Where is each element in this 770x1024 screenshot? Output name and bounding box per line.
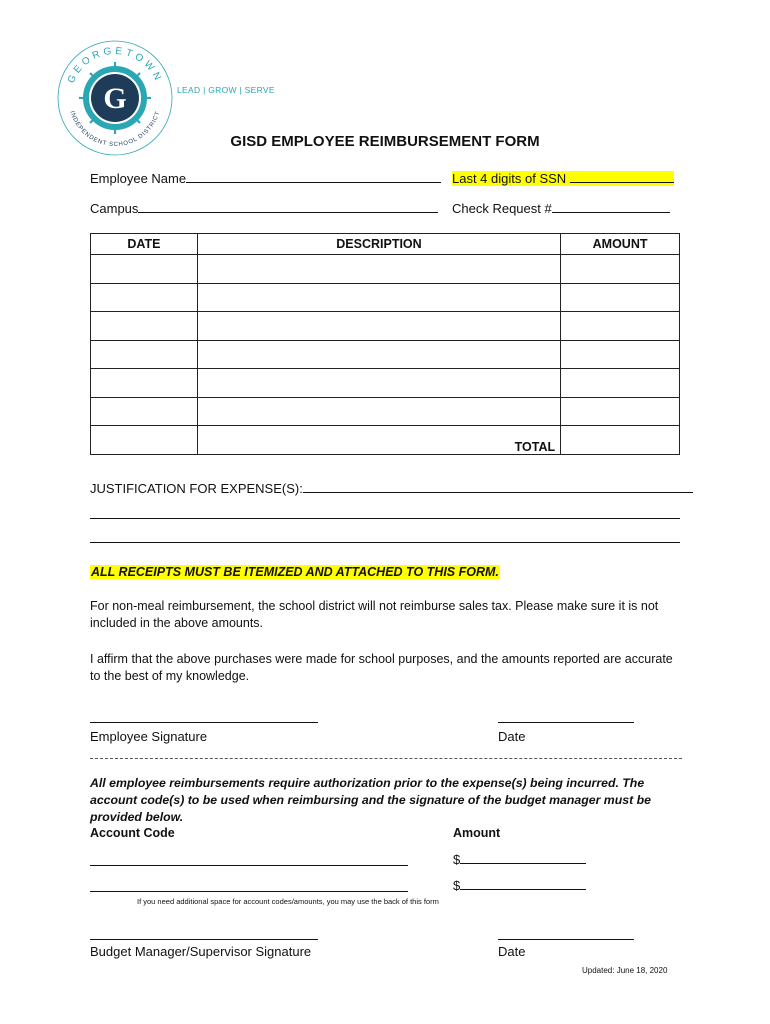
date-cell[interactable] — [91, 255, 198, 284]
amount-cell[interactable] — [561, 255, 680, 284]
campus-line[interactable] — [138, 212, 438, 213]
check-request-field[interactable] — [452, 201, 670, 216]
receipts-notice: ALL RECEIPTS MUST BE ITEMIZED AND ATTACHED TO THIS FORM. — [91, 565, 499, 579]
amount-line-2[interactable] — [460, 889, 586, 890]
description-cell[interactable] — [197, 369, 560, 398]
amount-label: Amount — [453, 826, 501, 840]
table-row[interactable] — [91, 255, 680, 284]
justification-field[interactable] — [90, 481, 693, 496]
justification-label: JUSTIFICATION FOR EXPENSE(S): — [90, 481, 303, 496]
account-code-line-2[interactable] — [90, 891, 408, 892]
date-cell[interactable] — [91, 283, 198, 312]
description-cell[interactable] — [197, 397, 560, 426]
tagline: LEAD | GROW | SERVE — [177, 85, 275, 95]
justification-line[interactable] — [303, 492, 693, 493]
employee-date-label: Date — [498, 729, 526, 744]
description-cell[interactable] — [197, 255, 560, 284]
dollar-sign: $ — [453, 852, 461, 867]
expense-table — [90, 233, 680, 455]
table-row[interactable] — [91, 340, 680, 369]
table-row[interactable] — [91, 312, 680, 341]
date-cell[interactable] — [91, 397, 198, 426]
amount-cell[interactable] — [561, 312, 680, 341]
total-row — [91, 426, 680, 455]
budget-signature-line[interactable] — [90, 939, 318, 940]
account-code-label: Account Code — [90, 826, 175, 840]
amount-line-1[interactable] — [460, 863, 586, 864]
form-title: GISD EMPLOYEE REIMBURSEMENT FORM — [230, 133, 540, 150]
campus-label: Campus — [90, 201, 139, 216]
svg-text:G: G — [103, 82, 127, 115]
amount-cell[interactable] — [561, 340, 680, 369]
employee-name-field[interactable] — [90, 171, 441, 186]
employee-name-label: Employee Name — [90, 171, 187, 186]
date-cell[interactable] — [91, 340, 198, 369]
description-cell[interactable] — [197, 312, 560, 341]
justification-line-3[interactable] — [90, 542, 680, 543]
amount-field-2[interactable] — [453, 878, 586, 893]
description-cell[interactable] — [197, 283, 560, 312]
ssn-label-highlight — [452, 171, 674, 186]
justification-line-2[interactable] — [90, 518, 680, 519]
employee-signature-line[interactable] — [90, 722, 318, 723]
description-header: DESCRIPTION — [197, 234, 560, 255]
authorization-notice: All employee reimbursements require authorization prior to the expense(s) being incurred. The account code(s) to be used when reimbursing and the signature of the budget manager must be provided below. — [90, 776, 651, 824]
amount-cell[interactable] — [561, 283, 680, 312]
budget-date-line[interactable] — [498, 939, 634, 940]
updated-date: Updated: June 18, 2020 — [582, 966, 668, 975]
ssn-field[interactable] — [452, 171, 674, 186]
budget-date-label: Date — [498, 944, 526, 959]
affirmation-paragraph: I affirm that the above purchases were made for school purposes, and the amounts reported are accurate to the best of my knowledge. — [90, 652, 673, 683]
total-label: TOTAL — [197, 426, 560, 455]
amount-cell[interactable] — [561, 369, 680, 398]
divider — [90, 758, 682, 759]
employee-name-line[interactable] — [186, 182, 441, 183]
employee-date-line[interactable] — [498, 722, 634, 723]
account-code-line-1[interactable] — [90, 865, 408, 866]
description-cell[interactable] — [197, 340, 560, 369]
dollar-sign: $ — [453, 878, 461, 893]
amount-header: AMOUNT — [561, 234, 680, 255]
additional-space-note: If you need additional space for account codes/amounts, you may use the back of this form — [137, 897, 439, 906]
sales-tax-paragraph: For non-meal reimbursement, the school district will not reimburse sales tax. Please make sure it is not included in the above amounts. — [90, 599, 659, 630]
date-cell[interactable] — [91, 312, 198, 341]
employee-signature-label: Employee Signature — [90, 729, 208, 744]
amount-field-1[interactable] — [453, 852, 586, 867]
ssn-line[interactable] — [570, 182, 674, 183]
ssn-label: Last 4 digits of SSN — [452, 171, 567, 186]
total-amount-cell[interactable] — [561, 426, 680, 455]
date-header: DATE — [91, 234, 198, 255]
svg-text:INDEPENDENT SCHOOL DISTRICT: INDEPENDENT SCHOOL DISTRICT — [68, 110, 162, 149]
amount-cell[interactable] — [561, 397, 680, 426]
table-header-row — [91, 234, 680, 255]
total-date-cell — [91, 426, 198, 455]
campus-field[interactable] — [90, 201, 438, 216]
table-row[interactable] — [91, 369, 680, 398]
check-request-label: Check Request # — [452, 201, 552, 216]
check-request-line[interactable] — [552, 212, 670, 213]
table-row[interactable] — [91, 397, 680, 426]
svg-text:GEORGETOWN: GEORGETOWN — [65, 45, 165, 86]
table-row[interactable] — [91, 283, 680, 312]
budget-signature-label: Budget Manager/Supervisor Signature — [90, 944, 312, 959]
date-cell[interactable] — [91, 369, 198, 398]
